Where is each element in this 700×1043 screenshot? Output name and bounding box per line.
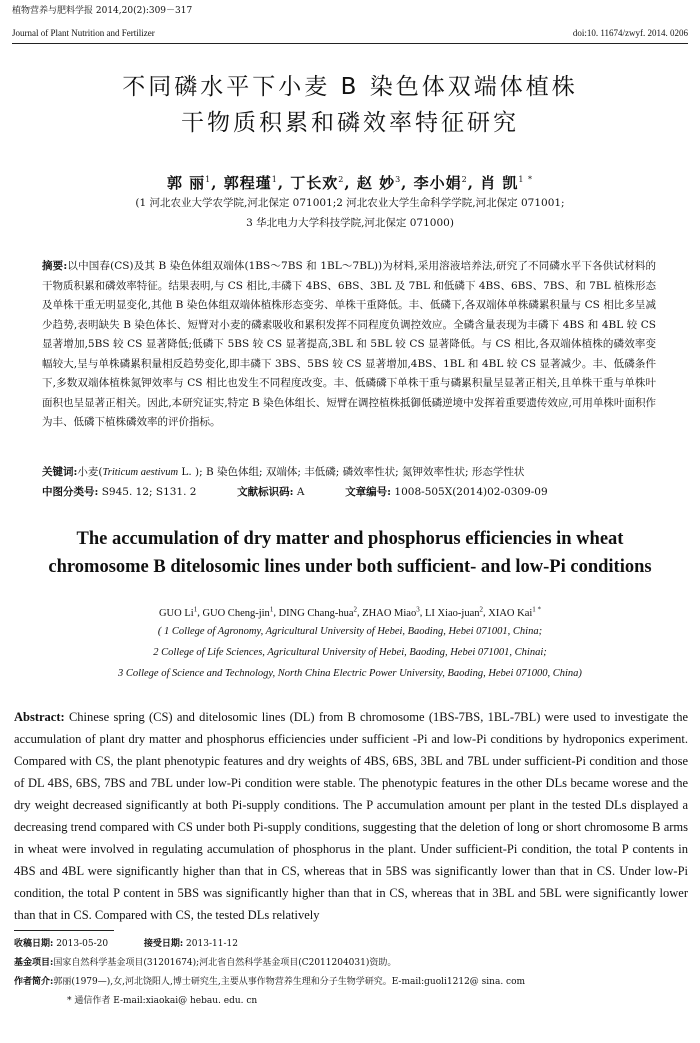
classification-row xyxy=(42,484,656,500)
clc-label: 中图分类号: xyxy=(42,486,99,498)
affiliation-en-line2: 2 College of Life Sciences, Agricultural University of Hebei, Baoding, Hebei 071001, Chinai; xyxy=(153,647,547,658)
abstract-cn-label: 摘要: xyxy=(42,260,68,272)
abstract-en xyxy=(14,706,688,926)
affiliation-en-line3: 3 College of Science and Technology, North China Electric Power University, Baoding, Hebei 071000, China) xyxy=(118,668,582,679)
received-date: 2013-05-20 xyxy=(56,939,109,949)
author-list-cn: 郭 丽$^1$, 郭程瑾$^1$, 丁长欢$^2$, 赵 妙$^3$, 李小娟$^2$, 肖 凯$^{1 *}$ xyxy=(166,174,534,192)
journal-citation-cn: 植物营养与肥料学报 2014,20(2):309－317 xyxy=(12,6,193,16)
doi-label[interactable]: doi:10. 11674/zwyf. 2014. 0206 xyxy=(572,28,688,38)
author-cn: 郭 丽$^1$ xyxy=(166,174,212,192)
title-cn-line1: 不同磷水平下小麦 B 染色体双端体植株 xyxy=(122,74,578,100)
fund-text: 国家自然科学基金项目(31201674);河北省自然科学基金项目(C2011204031)资助。 xyxy=(53,958,397,968)
title-cn-line2: 干物质积累和磷效率特征研究 xyxy=(181,110,519,136)
article-id-value: 1008-505X(2014)02-0309-09 xyxy=(394,486,548,498)
running-header-en xyxy=(12,28,688,39)
affiliation-en-line1: ( 1 College of Agronomy, Agricultural University of Hebei, Baoding, Hebei 071001, China; xyxy=(157,626,543,637)
author-list-en: GUO Li$^1$, GUO Cheng-jin$^1$, DING Chang-hua$^2$, ZHAO Miao$^3$, LI Xiao-juan$^2$, XIAO Kai$^{1 *}$ xyxy=(158,605,542,619)
footnote-fund xyxy=(14,957,686,969)
accepted-label: 接受日期: xyxy=(143,939,184,949)
author-cn: 赵 妙$^3$ xyxy=(356,174,402,192)
author-cn: 李小娟$^2$ xyxy=(413,174,468,192)
header-divider xyxy=(12,43,688,44)
clc-value: S945. 12; S131. 2 xyxy=(101,486,197,498)
footnote-dates xyxy=(14,938,686,950)
keywords-cn: 关键词:小麦(Triticum aestivum L. ); B 染色体组; 双端体; 丰低磷; 磷效率性状; 氮钾效率性状; 形态学性状 xyxy=(42,466,525,478)
abstract-cn-text: 以中国春(CS)及其 B 染色体组双端体(1BS～7BS 和 1BL～7BL))为材料,采用溶液培养法,研究了不同磷水平下各供试材料的干物质积累和磷效率特征。结果表明,与 CS 相比,丰磷下 4BS、6BS、3BL 及 7BL 和低磷下 4BS、6BS、7BS、和 7BL 植株形态及单株干重无明显变化,其他 B 染色体组双端体植株形态变劣、单株干重降低。丰、低磷下,各双端体单株磷累积量与 CS 相比多呈减少趋势,表明缺失 B 染色体长、短臂对小麦的磷素吸收和累积发挥不同程度负调控效应。全磷含量表现为丰磷下 4BS 和 4BL 较 CS 显著增加,5BS 较 CS 显著降低;低磷下 5BS 较 CS 显著提高,3BL 和 5BL 较 CS 显著降低。与 CS 相比,各双端体植株的磷效率变幅较大,呈与单株磷累积量相反趋势变化,即丰磷下 3BS、5BS 较 CS 显著增加,4BS、1BL 和 4BL 较 CS 显著减少。丰、低磷条件下,多数双端体植株氮钾效率与 CS 相比也发生不同程度改变。丰、低磷磷下单株干重与磷累积量呈显著正相关,且单株干重与单株叶面积也呈显著正相关。因此,本研究证实,特定 B 染色体组长、短臂在调控植株抵御低磷逆境中发挥着重要遗传效应,可用单株叶面积作为丰、低磷下植株磷效率的评价指标。 xyxy=(42,260,656,428)
author-en: GUO Li$^1$ xyxy=(158,605,198,619)
footnote-divider xyxy=(14,930,114,931)
fund-label: 基金项目: xyxy=(14,958,54,968)
affiliation-cn-line1: (1 河北农业大学农学院,河北保定 071001;2 河北农业大学生命科学学院,河北保定 071001; xyxy=(135,197,565,209)
author-cn: 肖 凯$^{1 *}$ xyxy=(480,174,534,192)
author-en: GUO Cheng-jin$^1$ xyxy=(202,605,274,619)
footnote-author xyxy=(14,976,686,988)
journal-name-en: Journal of Plant Nutrition and Fertilizer xyxy=(12,28,155,38)
title-en-line2: chromosome B ditelosomic lines under both sufficient- and low-Pi conditions xyxy=(48,557,652,577)
author-en: LI Xiao-juan$^2$ xyxy=(424,605,483,619)
author-en: XIAO Kai$^{1 *}$ xyxy=(488,605,542,619)
author-cn: 丁长欢$^2$ xyxy=(290,174,345,192)
doc-code-value: A xyxy=(296,486,305,498)
title-en-line1: The accumulation of dry matter and phosphorus efficiencies in wheat xyxy=(76,529,624,549)
author-bio-label: 作者简介: xyxy=(14,977,54,987)
abstract-cn xyxy=(42,257,656,433)
author-en: ZHAO Miao$^3$ xyxy=(362,605,420,619)
species-name: Triticum aestivum xyxy=(102,467,179,478)
received-label: 收稿日期: xyxy=(14,939,54,949)
doc-code-label: 文献标识码: xyxy=(237,486,294,498)
running-header xyxy=(12,6,688,17)
keywords-cn-label: 关键词: xyxy=(42,466,78,478)
article-id-label: 文章编号: xyxy=(345,486,392,498)
accepted-date: 2013-11-12 xyxy=(186,939,238,949)
author-bio-text: 郭丽(1979—),女,河北饶阳人,博士研究生,主要从事作物营养生理和分子生物学研究。E-mail:guoli1212@ sina. com xyxy=(53,977,526,987)
author-en: DING Chang-hua$^2$ xyxy=(278,605,358,619)
footnote-corresponding: * 通信作者 E-mail:xiaokai@ hebau. edu. cn xyxy=(67,996,258,1006)
abstract-en-label: Abstract: xyxy=(14,710,65,724)
affiliation-cn-line2: 3 华北电力大学科技学院,河北保定 071000) xyxy=(246,217,454,229)
abstract-en-text: Chinese spring (CS) and ditelosomic lines (DL) from B chromosome (1BS-7BS, 1BL-7BL) were used to investigate the accumulation of plant dry matter and phosphorus efficiencies under sufficient -Pi and low-Pi conditions by hydroponics experiment. Compared with CS, the plant phenotypic features and dry weights of 4BS, 6BS, 3BL and 7BL under sufficient-Pi condition and those of DL 4BS, 6BS, 7BS and 7BL under low-Pi condition were stable. The phenotypic features in the other DLs became worese and the dry weight decreased significantly at both Pi-supply conditions. The P accumulation amount per plant in the tested DLs displayed a decreasing trend compared with CS under both Pi-supply conditions, suggesting that the deletion of long or short chromosome B arms in wheat were involved in regulating accumulation of phosphorus in the plant. Under sufficient-Pi condition, the total P contents in 4BS and 4BL were significantly higher than that in CS, whereas that in 5BS was significantly lower than that in CS. Under low-Pi condition, the total P content in 5BS was significantly higher than that in CS, whereas that in 3BL and 5BL were significantly lower than that in CS. Compared with CS, the tested DLs relatively xyxy=(14,710,688,922)
author-cn: 郭程瑾$^1$ xyxy=(223,174,278,192)
